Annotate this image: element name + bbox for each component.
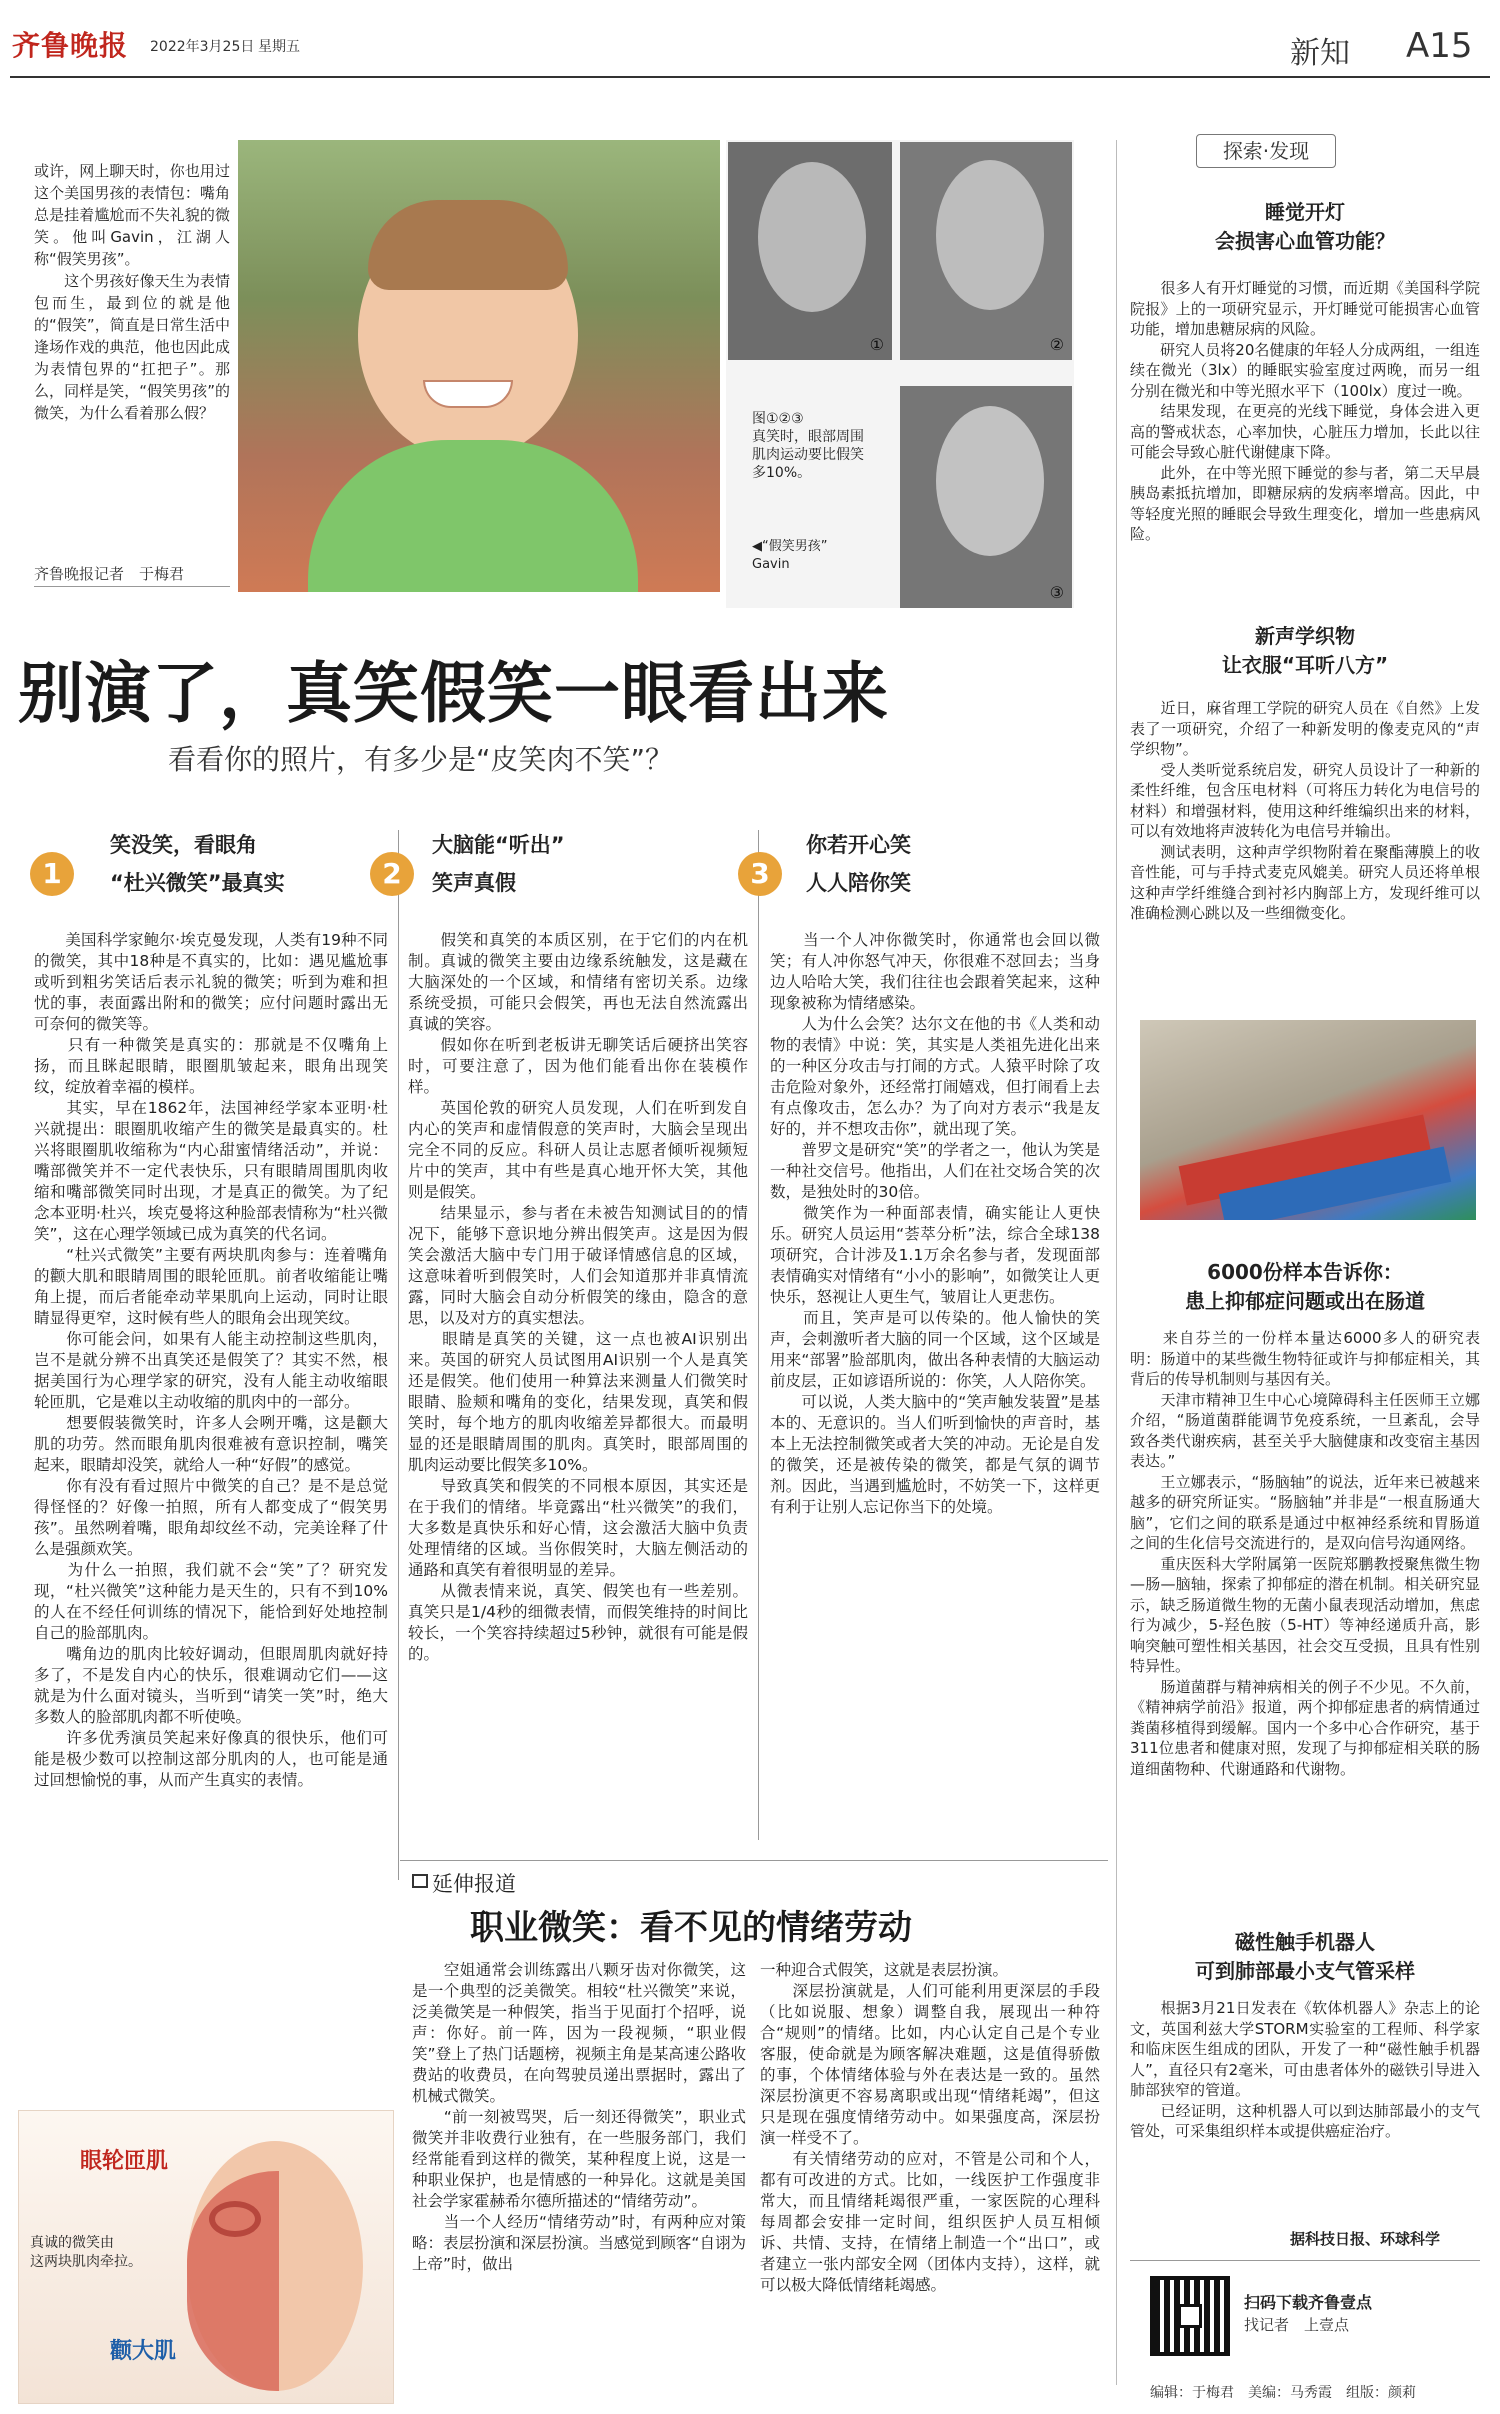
issue-date: 2022年3月25日 <box>150 39 255 55</box>
footer-rule <box>1130 2260 1480 2261</box>
extension-text-col1: 空姐通常会训练露出八颗牙齿对你微笑，这是一个典型的泛美微笑。相较“杜兴微笑”来说，泛美微笑是一种假笑，指当于见面打个招呼，说声：你好。前一阵，因为一段视频，“职业假笑”登上了热门话题榜，视频主角是某高速公路收费站的收费员，在向驾驶员递出票据时，露出了机械式微笑。 “前一刻被骂哭，后一刻还得微笑”，职业式微笑并非收费行业独有，在一些服务部门，我们经常能看到这样的微笑，某种程度上说，这是一种职业保护，也是情感的一种异化。这就是美国社会学家霍赫希尔德所描述的“情绪劳动”。 当一个人经历“情绪劳动”时，有两种应对策略：表层扮演和深层扮演。当感觉到顾客“自诩为上帝”时，做出 <box>412 1961 746 2273</box>
sidebar-story-1-title: 睡觉开灯 会损害心血管功能？ <box>1215 200 1395 253</box>
section-3-title-line2: 人人陪你笑 <box>806 871 911 895</box>
extension-tag: 延伸报道 <box>432 1872 516 1896</box>
section-2-number: 2 <box>370 852 414 896</box>
face-photo-3 <box>900 386 1072 608</box>
sidebar-story-4-text: 根据3月21日发表在《软体机器人》杂志上的论文，英国利兹大学STORM实验室的工程师、科学家和临床医生组成的团队，开发了一种“磁性触手机器人”，直径只有2毫米，可由患者体外的磁铁引导进入肺部狭窄的管道。 已经证明，这种机器人可以到达肺部最小的支气管处，可采集组织样本或提供癌症治疗。 <box>1130 1999 1480 2140</box>
sidebar-tag: 探索·发现 <box>1196 134 1336 168</box>
sub-headline: 看看你的照片，有多少是“皮笑肉不笑”？ <box>168 743 674 776</box>
sidebar-source: 据科技日报、环球科学 <box>1290 2230 1441 2248</box>
header-rule <box>10 76 1490 78</box>
issue-weekday: 星期五 <box>258 39 300 55</box>
qr-label: 扫码下载齐鲁壹点 <box>1244 2293 1373 2312</box>
page-number: A15 <box>1406 26 1473 66</box>
qr-code[interactable] <box>1150 2276 1230 2356</box>
section-3-title-line1: 你若开心笑 <box>806 833 911 857</box>
extension-text-col2: 一种迎合式假笑，这就是表层扮演。 深层扮演就是，人们可能利用更深层的手段（比如说服、想象）调整自我，展现出一种符合“规则”的情绪。比如，内心认定自己是个专业客服，使命就是为顾客解决难题，这是值得骄傲的事，个体情绪体验与外在表达是一致的。虽然深层扮演更不容易离职或出现“情绪耗竭”，但这只是现在强度情绪劳动中。如果强度高，深层扮演一样受不了。 有关情绪劳动的应对，不管是公司和个人，都有可改进的方式。比如，一线医护工作强度非常大，而且情绪耗竭很严重，一家医院的心理科每周都会安排一定时间，组织医护人员互相倾诉、共情、支持，在情绪上制造一个“出口”，或者建立一张内部安全网（团体内支持），这样，就可以极大降低情绪耗竭感。 <box>760 1961 1100 2294</box>
section-3-number: 3 <box>738 852 782 896</box>
section-2-title-line1: 大脑能“听出” <box>432 833 565 857</box>
main-headline: 别演了，真笑假笑一眼看出来 <box>18 654 889 732</box>
section-1-text: 美国科学家鲍尔·埃克曼发现，人类有19种不同的微笑，其中18种是不真实的，比如：遇见尴尬事或听到粗劣笑话后表示礼貌的微笑；听到为难和担忧的事，表面露出附和的微笑；应付问题时露出无可奈何的微笑等。 只有一种微笑是真实的：那就是不仅嘴角上扬，而且眯起眼睛，眼圈肌皱起来，眼角出现笑纹，绽放着幸福的模样。 其实，早在1862年，法国神经学家本亚明·杜兴就提出：眼圈肌收缩产生的微笑是最真实的。杜兴将眼圈肌收缩称为“内心甜蜜情绪活动”，并说：嘴部微笑并不一定代表快乐，只有眼睛周围肌肉收缩和嘴部微笑同时出现，才是真正的微笑。为了纪念本亚明·杜兴，埃克曼将这种脸部表情称为“杜兴微笑”，这在心理学领域已成为真笑的代名词。 “杜兴式微笑”主要有两块肌肉参与：连着嘴角的颧大肌和眼睛周围的眼轮匝肌。前者收缩能让嘴角上提，而后者能牵动苹果肌向上运动，同时让眼睛显得更窄，这时候有些人的眼角会出现笑纹。 你可能会问，如果有人能主动控制这些肌肉，岂不是就分辨不出真笑还是假笑了？其实不然，根据美国行为心理学家的研究，没有人能主动收缩眼轮匝肌，它是难以主动收缩的肌肉中的一部分。 想要假装微笑时，许多人会咧开嘴，这是颧大肌的功劳。然而眼角肌肉很难被有意识控制，嘴笑起来，眼睛却没笑，就给人一种“好假”的感觉。 你有没有看过照片中微笑的自己？是不是总觉得怪怪的？好像一拍照，所有人都变成了“假笑男孩”。虽然咧着嘴，眼角却纹丝不动，完美诠释了什么是强颜欢笑。 为什么一拍照，我们就不会“笑”了？研究发现，“杜兴微笑”这种能力是天生的，只有不到10%的人在不经任何训练的情况下，能恰到好处地控制自己的脸部肌肉。 嘴角边的肌肉比较好调动，但眼周肌肉就好持多了，不是发自内心的快乐，很难调动它们——这就是为什么面对镜头，当听到“请笑一笑”时，绝大多数人的脸部肌肉都不听使唤。 许多优秀演员笑起来好像真的很快乐，他们可能是极少数可以控制这部分肌肉的人，也可能是通过回想愉悦的事，从而产生真实的表情。 <box>34 931 388 1789</box>
intro-text: 或许，网上聊天时，你也用过这个美国男孩的表情包：嘴角总是挂着尴尬而不失礼貌的微笑。他叫Gavin，江湖人称“假笑男孩”。 这个男孩好像天生为表情包而生，最到位的就是他的“假笑”，简直是日常生活中逢场作戏的典范，他也因此成为表情包界的“扛把子”。那么，同样是笑，“假笑男孩”的微笑，为什么看着那么假？ <box>34 162 230 422</box>
byline: 齐鲁晚报记者 于梅君 <box>34 565 185 583</box>
masthead-logo: 齐鲁晚报 <box>12 29 129 62</box>
extension-tag-icon <box>412 1874 428 1888</box>
acoustic-fabric-photo <box>1140 1020 1476 1220</box>
sidebar-divider <box>1116 140 1117 2385</box>
label-eye-muscle: 眼轮匝肌 <box>80 2149 169 2174</box>
col-divider-2 <box>758 830 759 1840</box>
face-photo-3-mark: ③ <box>1049 583 1064 602</box>
section-1-title-line1: 笑没笑，看眼角 <box>110 833 257 857</box>
sidebar-story-4-title: 磁性触手机器人 可到肺部最小支气管采样 <box>1195 1930 1415 1983</box>
face-photo-2-mark: ② <box>1049 335 1064 354</box>
sidebar-story-1-text: 很多人有开灯睡觉的习惯，而近期《美国科学院院报》上的一项研究显示，开灯睡觉可能损害心血管功能，增加患糖尿病的风险。 研究人员将20名健康的年轻人分成两组，一组连续在微光（3lx）的睡眠实验室度过两晚，而另一组分别在微光和中等光照水平下（100lx）度过一晚。 结果发现，在更亮的光线下睡觉，身体会进入更高的警戒状态，心率加快，心脏压力增加，长此以往可能会导致心脏代谢健康下降。 此外，在中等光照下睡觉的参与者，第二天早晨胰岛素抵抗增加，即糖尿病的发病率增高。因此，中等轻度光照的睡眠会导致生理变化，增加一些患病风险。 <box>1130 279 1480 543</box>
section-1-number: 1 <box>30 852 74 896</box>
illustration-eye <box>209 2201 261 2237</box>
section-2-text: 假笑和真笑的本质区别，在于它们的内在机制。真诚的微笑主要由边缘系统触发，这是藏在大脑深处的一个区域，和情绪有密切关系。边缘系统受损，可能只会假笑，再也无法自然流露出真诚的笑容。 假如你在听到老板讲无聊笑话后硬挤出笑容时，可要注意了，因为他们能看出你在装模作样。 英国伦敦的研究人员发现，人们在听到发自内心的笑声和虚情假意的笑声时，大脑会呈现出完全不同的反应。科研人员让志愿者倾听视频短片中的笑声，其中有些是真心地开怀大笑，其他则是假笑。 结果显示，参与者在未被告知测试目的的情况下，能够下意识地分辨出假笑声。这是因为假笑会激活大脑中专门用于破译情感信息的区域，这意味着听到假笑时，人们会知道那并非真情流露，同时大脑会自动分析假笑的缘由，隐含的意思，以及对方的真实想法。 眼睛是真笑的关键，这一点也被AI识别出来。英国的研究人员试图用AI识别一个人是真笑还是假笑。他们使用一种算法来测量人们微笑时眼睛、脸颊和嘴角的变化，结果发现，真笑和假笑时，每个地方的肌肉收缩差异都很大。而最明显的还是眼睛周围的肌肉。真笑时，眼部周围的肌肉运动要比假笑多10%。 导致真笑和假笑的不同根本原因，其实还是在于我们的情绪。毕竟露出“杜兴微笑”的我们，大多数是真快乐和好心情，这会激活大脑中负责处理情绪的区域。当你假笑时，大脑左侧活动的通路和真笑有着很明显的差异。 从微表情来说，真笑、假笑也有一些差别。真笑只是1/4秒的细微表情，而假笑维持的时间比较长，一个笑容持续超过5秒钟，就很有可能是假的。 <box>408 931 748 1663</box>
col-divider-1 <box>398 830 399 1880</box>
gavin-shirt <box>308 440 638 592</box>
face-photo-1 <box>728 142 892 360</box>
sidebar-story-2-text: 近日，麻省理工学院的研究人员在《自然》上发表了一项研究，介绍了一种新发明的像麦克风的“声学织物”。 受人类听觉系统启发，研究人员设计了一种新的柔性纤维，包含压电材料（可将压力转化为电信号的材料）和增强材料，使用这种纤维编织出来的材料，可以有效地将声波转化为电信号并输出。 测试表明，这种声学织物附着在聚酯薄膜上的收音性能，可与手持式麦克风媲美。研究人员还将单根这种声学纤维缝合到衬衫内胸部上方，发现纤维可以准确检测心跳以及一些细微变化。 <box>1130 699 1480 922</box>
credits: 编辑：于梅君 美编：马秀霞 组版：颜莉 <box>1150 2385 1416 2401</box>
extension-title: 职业微笑：看不见的情绪劳动 <box>470 1908 912 1948</box>
label-cheek-muscle: 颧大肌 <box>110 2339 177 2364</box>
section-name: 新知 <box>1290 36 1350 71</box>
sidebar-story-3-title: 6000份样本告诉你： 患上抑郁症问题或出在肠道 <box>1185 1260 1425 1313</box>
gavin-hair <box>368 200 568 290</box>
face-photo-2 <box>900 142 1072 360</box>
gavin-smile <box>423 380 513 408</box>
extension-top-rule <box>400 1860 1108 1861</box>
face-photo-caption: 图①②③ 真笑时，眼部周围肌肉运动要比假笑多10%。 <box>752 411 864 481</box>
section-1-title-line2: “杜兴微笑”最真实 <box>110 871 285 895</box>
byline-rule <box>34 586 230 587</box>
face-photo-1-mark: ① <box>869 335 884 354</box>
sidebar-story-3-text: 来自芬兰的一份样本量达6000多人的研究表明：肠道中的某些微生物特征或许与抑郁症相关，其背后的传导机制则与基因有关。 天津市精神卫生中心心境障碍科主任医师王立娜介绍，“肠道菌群能调节免疫系统，一旦紊乱，会导致各类代谢疾病，甚至关乎大脑健康和改变宿主基因表达。” 王立娜表示，“肠脑轴”的说法，近年来已被越来越多的研究所证实。“肠脑轴”并非是“一根直肠通大脑”，它们之间的联系是通过中枢神经系统和胃肠道之间的生化信号交流进行的，是双向信号沟通网络。 重庆医科大学附属第一医院郑鹏教授聚焦微生物—肠—脑轴，探索了抑郁症的潜在机制。相关研究显示，缺乏肠道微生物的无菌小鼠表现活动增加，焦虑行为减少，5-羟色胺（5-HT）等神经递质升高，影响突触可塑性相关基因，社会交互受损，且具有性别特异性。 肠道菌群与精神病相关的例子不少见。不久前，《精神病学前沿》报道，两个抑郁症患者的病情通过粪菌移植得到缓解。国内一个多中心合作研究，基于311位患者和健康对照，发现了与抑郁症相关联的肠道细菌物种、代谢通路和代谢物。 <box>1130 1329 1480 1778</box>
gavin-caption: ◀“假笑男孩” Gavin <box>752 539 828 572</box>
qr-sublabel: 找记者 上壹点 <box>1244 2316 1350 2334</box>
gavin-photo <box>238 140 720 592</box>
section-3-text: 当一个人冲你微笑时，你通常也会回以微笑；有人冲你怒气冲天，你很难不怼回去；当身边人哈哈大笑，我们往往也会跟着笑起来，这种现象被称为情绪感染。 人为什么会笑？达尔文在他的书《人类和动物的表情》中说：笑，其实是人类祖先进化出来的一种区分攻击与打闹的方式。人猿平时除了攻击危险对象外，还经常打闹嬉戏，但打闹看上去有点像攻击，怎么办？为了向对方表示“我是友好的，并不想攻击你”，就出现了笑。 普罗文是研究“笑”的学者之一，他认为笑是一种社交信号。他指出，人们在社交场合笑的次数，是独处时的30倍。 微笑作为一种面部表情，确实能让人更快乐。研究人员运用“荟萃分析”法，综合全球138项研究，合计涉及1.1万余名参与者，发现面部表情确实对情绪有“小小的影响”，如微笑让人更快乐，怒视让人更生气，皱眉让人更悲伤。 而且，笑声是可以传染的。他人愉快的笑声，会刺激听者大脑的同一个区域，这个区域是用来“部署”脸部肌肉，做出各种表情的大脑运动前皮层，正如谚语所说的：你笑，人人陪你笑。 可以说，人类大脑中的“笑声触发装置”是基本的、无意识的。当人们听到愉快的声音时，基本上无法控制微笑或者大笑的冲动。无论是自发的微笑，还是被传染的微笑，都是气氛的调节剂。因此，当遇到尴尬时，不妨笑一下，这样更有利于让别人忘记你当下的处境。 <box>770 931 1100 1516</box>
illustration-caption: 真诚的微笑由 这两块肌肉牵拉。 <box>30 2235 142 2270</box>
section-2-title-line2: 笑声真假 <box>432 871 516 895</box>
sidebar-story-2-title: 新声学织物 让衣服“耳听八方” <box>1221 624 1389 677</box>
